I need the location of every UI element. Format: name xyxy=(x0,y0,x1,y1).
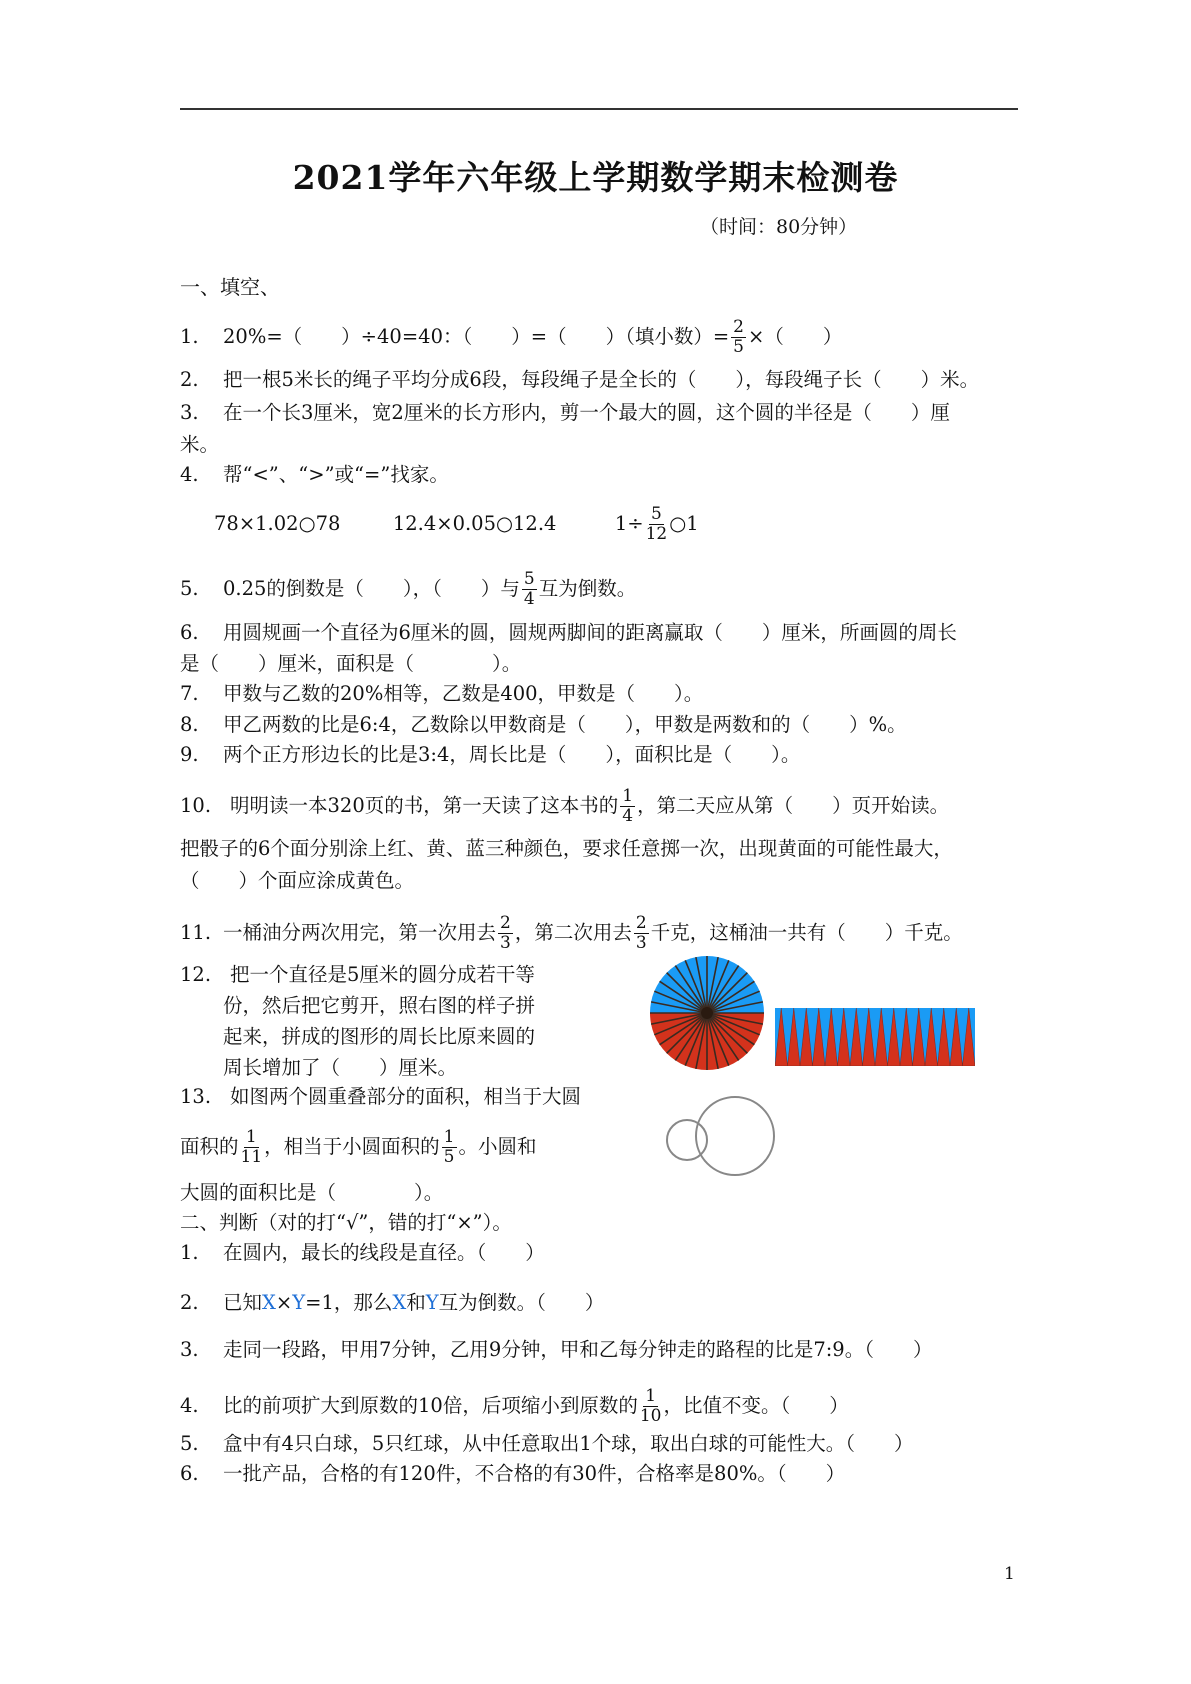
page-title: 2021学年六年级上学期数学期末检测卷 xyxy=(292,158,899,197)
question-6-continued: 是（ ）厘米，面积是（ ）。 xyxy=(180,652,522,675)
question-13: 13. 如图两个圆重叠部分的面积，相当于大圆 xyxy=(180,1085,582,1108)
question-11: 11. 一桶油分两次用完，第一次用去 $\frac{2}{3}$ ，第二次用去 $\frac{2}{3}$ 千克，这桶油一共有（ ）千克。 xyxy=(180,913,963,953)
question-12-line-2: 份，然后把它剪开，照右图的样子拼 xyxy=(223,994,536,1017)
question-10: 10. 明明读一本320页的书，第一天读了这本书的 $\frac{1}{4}$ ，第二天应从第（ ）页开始读。 xyxy=(180,786,950,826)
question-3-continued: 米。 xyxy=(180,433,220,456)
question-5: 5. 0.25的倒数是（ ），（ ）与 $\frac{5}{4}$ 互为倒数。 xyxy=(180,569,637,609)
sector-circle-figure xyxy=(648,954,766,1072)
question-2: 2. 把一根5米长的绳子平均分成6段，每段绳子是全长的（ ），每段绳子长（ ）米。 xyxy=(180,368,980,391)
time-limit: （时间：80分钟） xyxy=(700,216,858,238)
question-3: 3. 在一个长3厘米，宽2厘米的长方形内，剪一个最大的圆，这个圆的半径是（ ）厘 xyxy=(180,401,950,424)
question-4-comparisons xyxy=(214,505,699,544)
page-number: 1 xyxy=(1004,1564,1015,1584)
question-1: 1. 20%=（ ）÷40=40：（ ）=（ ）（填小数）= $\frac{2}{5}$ ×（ ） xyxy=(180,317,843,357)
question-12-line-4: 周长增加了（ ）厘米。 xyxy=(223,1056,458,1079)
compare-item-3: 1÷ $\frac{5}{12}$ ○1 xyxy=(614,504,699,544)
question-dice-continued: （ ）个面应涂成黄色。 xyxy=(180,869,415,892)
rearranged-rectangle-figure xyxy=(775,1008,975,1066)
judge-4: 4. 比的前项扩大到原数的10倍，后项缩小到原数的 $\frac{1}{10}$ ，比值不变。（ ） xyxy=(180,1386,849,1426)
judge-2: 2. 已知X×Y=1，那么X和Y互为倒数。（ ） xyxy=(180,1291,605,1314)
question-13-line-2: 面积的 $\frac{1}{11}$ ，相当于小圆面积的 $\frac{1}{5}$ 。小圆和 xyxy=(180,1127,537,1167)
question-dice: 把骰子的6个面分别涂上红、黄、蓝三种颜色，要求任意掷一次，出现黄面的可能性最大， xyxy=(180,837,953,860)
question-9: 9. 两个正方形边长的比是3:4，周长比是（ ），面积比是（ ）。 xyxy=(180,743,801,766)
compare-item-2: 12.4×0.05○12.4 xyxy=(392,512,557,535)
question-4: 4. 帮“<”、“>”或“=”找家。 xyxy=(180,463,449,486)
question-12: 12. 把一个直径是5厘米的圆分成若干等 xyxy=(180,963,535,986)
question-7: 7. 甲数与乙数的20%相等，乙数是400，甲数是（ ）。 xyxy=(180,682,704,705)
overlapping-circles-figure xyxy=(660,1090,790,1185)
compare-item-1: 78×1.02○78 xyxy=(214,512,341,535)
judge-5: 5. 盒中有4只白球，5只红球，从中任意取出1个球，取出白球的可能性大。（ ） xyxy=(180,1432,914,1455)
judge-1: 1. 在圆内，最长的线段是直径。（ ） xyxy=(180,1241,545,1264)
judge-6: 6. 一批产品，合格的有120件，不合格的有30件，合格率是80%。（ ） xyxy=(180,1462,846,1485)
section-heading-fill-blank: 一、填空、 xyxy=(180,275,280,299)
question-6: 6. 用圆规画一个直径为6厘米的圆，圆规两脚间的距离赢取（ ）厘米，所画圆的周长 xyxy=(180,621,957,644)
question-13-line-3: 大圆的面积比是（ ）。 xyxy=(180,1181,444,1204)
fraction: $\frac{2}{5}$ xyxy=(733,317,744,357)
section-heading-judge: 二、判断（对的打“√”，错的打“×”）。 xyxy=(180,1211,512,1234)
question-12-line-3: 起来，拼成的图形的周长比原来圆的 xyxy=(223,1025,536,1048)
judge-3: 3. 走同一段路，甲用7分钟，乙用9分钟，甲和乙每分钟走的路程的比是7:9。（ ） xyxy=(180,1338,933,1361)
question-8: 8. 甲乙两数的比是6:4，乙数除以甲数商是（ ），甲数是两数和的（ ）%。 xyxy=(180,713,907,736)
header-rule xyxy=(180,108,1018,110)
